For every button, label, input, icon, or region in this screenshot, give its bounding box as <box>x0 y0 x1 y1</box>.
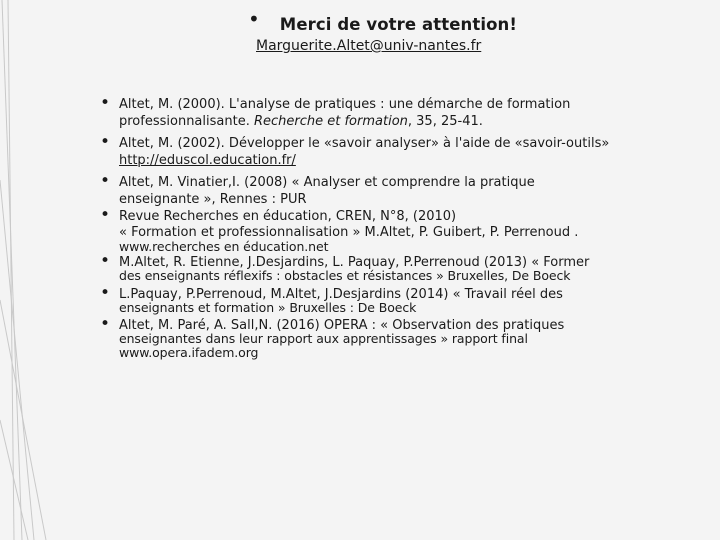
reference-line: Altet, M. Paré, A. Sall,N. (2016) OPERA : « Observation des pratiques <box>119 318 565 333</box>
reference-line: des enseignants réflexifs : obstacles et résistances » Bruxelles, De Boeck <box>119 268 571 283</box>
reference-line: Altet, M. Vinatier,I. (2008) « Analyser et comprendre la pratique <box>119 175 535 190</box>
reference-bullet: • <box>100 283 111 303</box>
reference-url[interactable]: www.recherches en éducation.net <box>119 239 329 254</box>
reference-text: , 35, 25-41. <box>407 114 483 129</box>
reference-url[interactable]: www.opera.ifadem.org <box>119 345 259 360</box>
reference-bullet: • <box>100 205 111 225</box>
title-row <box>248 7 518 34</box>
reference-line: Altet, M. (2000). L'analyse de pratiques : une démarche de formation <box>119 97 571 112</box>
reference-bullet: • <box>100 314 111 334</box>
reference-bullet: • <box>100 251 111 271</box>
reference-bullet: • <box>100 171 111 191</box>
reference-line: Altet, M. (2002). Développer le «savoir analyser» à l'aide de «savoir-outils» <box>119 136 610 151</box>
reference-line: « Formation et professionnalisation » M.Altet, P. Guibert, P. Perrenoud . <box>119 225 579 240</box>
page-title: Merci de votre attention! <box>279 15 518 34</box>
email-link[interactable]: Marguerite.Altet@univ-nantes.fr <box>256 38 482 54</box>
reference-bullet: • <box>100 93 111 113</box>
reference-line: enseignante », Rennes : PUR <box>119 192 307 207</box>
journal-title: Recherche et formation <box>253 114 408 129</box>
reference-line: enseignantes dans leur rapport aux apprentissages » rapport final <box>119 331 528 346</box>
reference-line: L.Paquay, P.Perrenoud, M.Altet, J.Desjardins (2014) « Travail réel des <box>119 287 563 302</box>
reference-line <box>119 115 483 128</box>
reference-link[interactable]: http://eduscol.education.fr/ <box>119 153 296 168</box>
reference-bullet: • <box>100 132 111 152</box>
reference-text: professionnalisante. <box>119 114 254 129</box>
reference-line: Revue Recherches en éducation, CREN, N°8, (2010) <box>119 209 457 224</box>
reference-line: M.Altet, R. Etienne, J.Desjardins, L. Paquay, P.Perrenoud (2013) « Former <box>119 255 590 270</box>
decorative-lines <box>0 0 60 540</box>
title-bullet: • <box>248 7 260 31</box>
reference-line: enseignants et formation » Bruxelles : De Boeck <box>119 300 417 315</box>
